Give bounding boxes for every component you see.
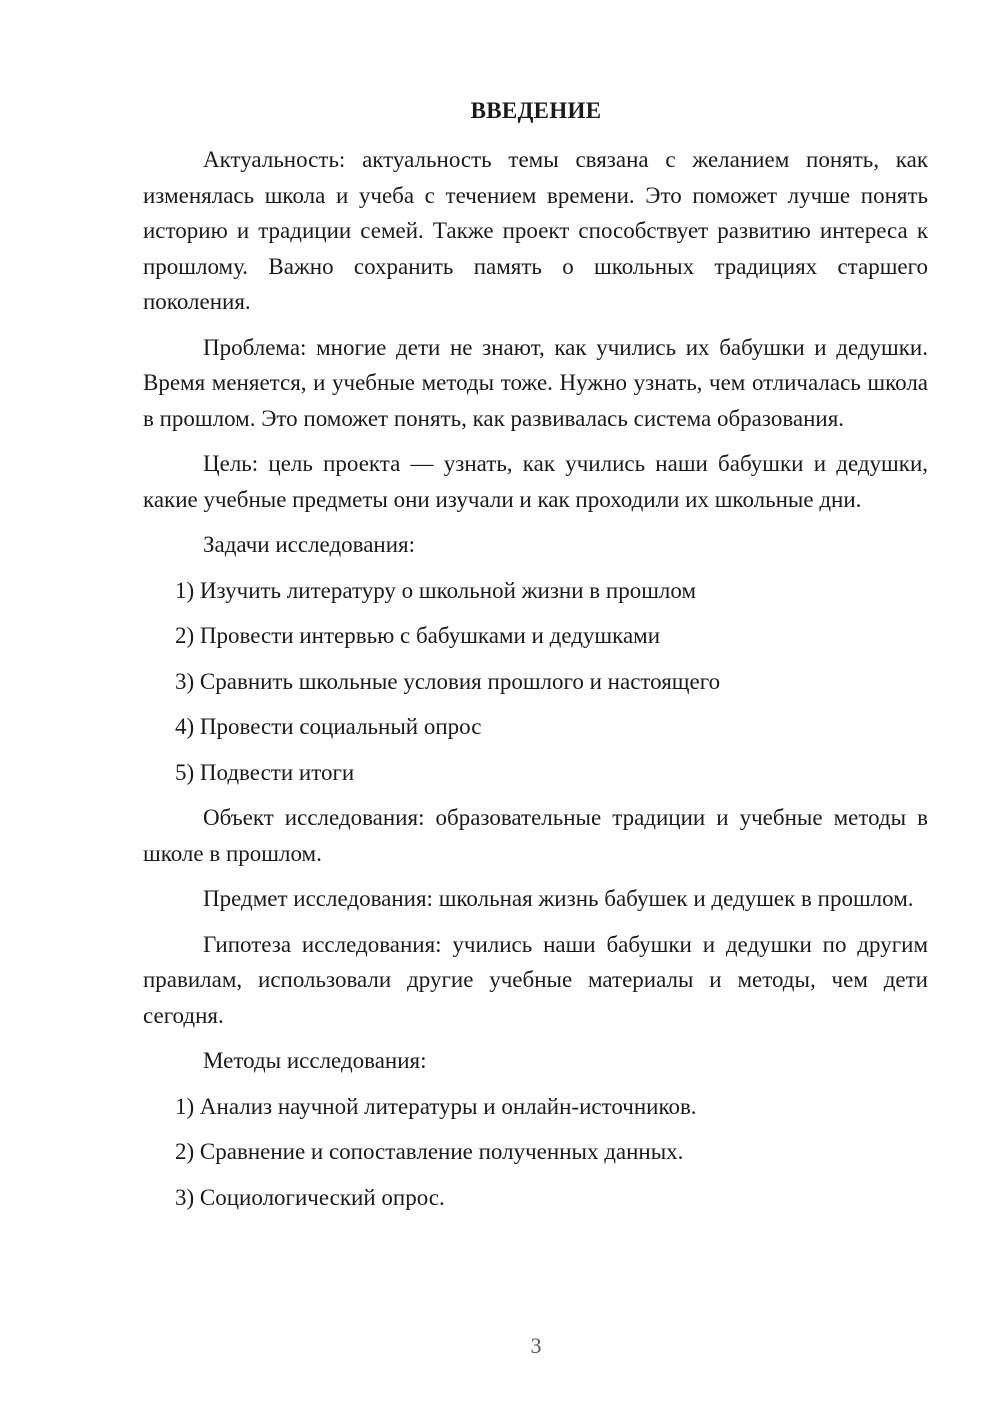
methods-list [143,1089,928,1216]
task-item: 5) Подвести итоги [175,759,355,785]
task-item: 4) Провести социальный опрос [175,714,482,739]
task-item: 2) Провести интервью с бабушками и дедушками [175,623,661,648]
method-item: 1) Анализ научной литературы и онлайн-источников. [175,1093,697,1119]
page-title: ВВЕДЕНИЕ [470,98,602,123]
methods-heading: Методы исследования: [203,1048,427,1073]
tasks-heading: Задачи исследования: [203,532,416,557]
subject-paragraph: Предмет исследования: школьная жизнь бабушек и дедушек в прошлом. [203,886,914,911]
problem-paragraph: Проблема: многие дети не знают, как учились их бабушки и дедушки. Время меняется, и учебные методы тоже. Нужно узнать, чем отличалась школа в прошлом. Это поможет понять, как развивалась система образования. [143,334,928,431]
goal-paragraph: Цель: цель проекта — узнать, как учились наши бабушки и дедушки, какие учебные предметы они изучали и как проходили их школьные дни. [143,451,928,512]
relevance-paragraph: Актуальность: актуальность темы связана с желанием понять, как изменялась школа и учеба с течением времени. Это поможет лучше понять историю и традиции семей. Также проект способствует развитию интереса к прошлому. Важно сохранить память о школьных традициях старшего поколения. [143,147,928,314]
method-item: 2) Сравнение и сопоставление полученных данных. [175,1139,684,1164]
task-item: 1) Изучить литературу о школьной жизни в прошлом [175,577,697,603]
method-item: 3) Социологический опрос. [175,1184,445,1210]
page-number: 3 [530,1333,542,1358]
task-item: 3) Сравнить школьные условия прошлого и настоящего [175,668,721,694]
object-paragraph: Объект исследования: образовательные традиции и учебные методы в школе в прошлом. [143,805,928,866]
hypothesis-paragraph: Гипотеза исследования: учились наши бабушки и дедушки по другим правилам, использовали другие учебные материалы и методы, чем дети сегодня. [143,931,928,1028]
tasks-list [143,573,928,791]
page-body [143,142,928,1225]
